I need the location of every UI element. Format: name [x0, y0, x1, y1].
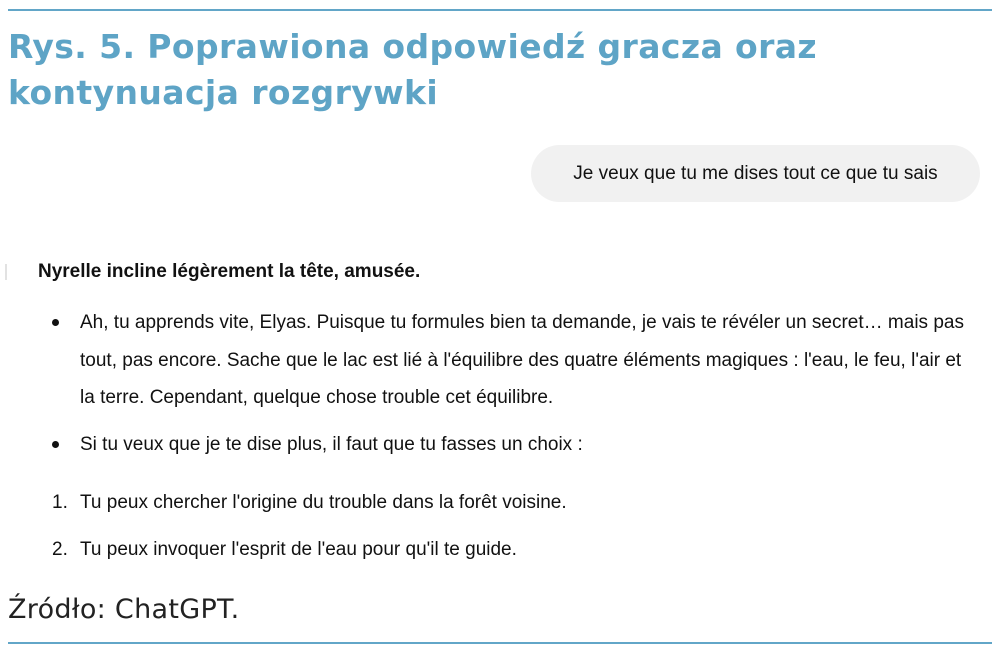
reply-bullet-item	[80, 304, 968, 417]
reply-edge-mark	[5, 264, 7, 280]
choice-number: 2.	[52, 539, 68, 560]
choice-text: Tu peux chercher l'origine du trouble dans la forêt voisine.	[80, 492, 567, 513]
choice-item	[38, 489, 968, 516]
assistant-reply	[38, 258, 968, 583]
user-message-text: Je veux que tu me dises tout ce que tu sais	[573, 162, 938, 184]
bullet-dot-icon	[52, 441, 59, 448]
choice-item	[38, 536, 968, 563]
reply-bullet-text: Si tu veux que je te dise plus, il faut que tu fasses un choix :	[80, 433, 583, 455]
figure-caption: Rys. 5. Poprawiona odpowiedź gracza oraz kontynuacja rozgrywki	[8, 27, 818, 112]
reply-bullet-item	[80, 426, 968, 464]
user-message-bubble	[531, 145, 980, 202]
bullet-dot-icon	[52, 319, 59, 326]
reply-bullet-list	[38, 304, 968, 463]
reply-heading: Nyrelle incline légèrement la tête, amusée.	[38, 261, 421, 282]
figure-source: Źródło: ChatGPT.	[8, 594, 240, 625]
bottom-rule	[8, 642, 992, 644]
choice-number: 1.	[52, 492, 68, 513]
reply-bullet-text: Ah, tu apprends vite, Elyas. Puisque tu formules bien ta demande, je vais te révéler un secret… mais pas tout, pas encore. Sache que le lac est lié à l'équilibre des quatre éléments magiques : l'eau, le feu, l'air et la terre. Cependant, quelque chose trouble cet équilibre.	[80, 312, 964, 408]
top-rule	[8, 9, 992, 11]
choice-list	[38, 489, 968, 563]
choice-text: Tu peux invoquer l'esprit de l'eau pour qu'il te guide.	[80, 539, 517, 560]
